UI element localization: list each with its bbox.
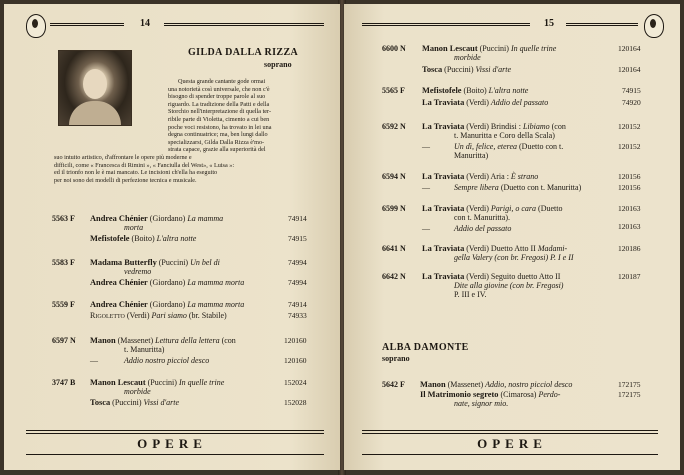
opera-title: La Traviata [422,204,465,213]
opera-title: Manon [90,336,116,345]
record-side [90,234,196,244]
left-page-header [4,14,340,38]
record-side [422,65,511,75]
catalogue-number: 6597 N [52,336,76,345]
record-entry [382,172,672,196]
record-entry [52,300,322,330]
opera-title: La Traviata [422,172,465,181]
artist-voice: soprano [382,354,410,363]
right-page-number: 15 [544,18,554,29]
bio-line: Questa grande cantante gode ormai [178,78,266,85]
right-page-footer [344,430,680,456]
record-side [420,380,572,390]
aria-title: Un bel di [190,258,220,267]
composer: (Boito) [463,86,487,95]
artist-name: GILDA DALLA RIZZA [188,47,299,58]
opera-title: Manon [420,380,446,389]
bio-line: suo intuito artistico, d'affrontare le opere più moderne e [54,154,192,161]
aria-title: Un dì, felice, eterea [454,142,518,151]
record-side [422,98,548,108]
record-entry [382,86,672,112]
composer: (Verdi) Brindisi : [466,122,521,131]
performer-note: (Duetto con t. [519,142,564,151]
composer: (Massenet) [447,380,484,389]
bio-line: poche voci resistono, ha trovato in lei una [168,123,272,131]
bio-line: bisogno di spender troppe parole al suo [168,93,266,101]
composer: (Verdi) [466,204,489,213]
performer-note: (Duetto con t. Manuritta) [500,183,582,192]
matrix-number: 74915 [622,86,641,95]
aria-title-continued: vedremo [124,267,152,276]
composer: (Giordano) [149,278,186,287]
opera-title: Andrea Chénier [90,300,148,309]
portrait-shoulders [69,101,121,125]
matrix-number: 172175 [618,380,641,389]
bio-line: strata capace, grazie alla superiorità del [168,146,266,154]
record-entry [382,44,672,78]
bio-line: difficili, come « Francesca di Rimini », « Fanciulla del West», « Luisa »: [54,161,235,169]
footer-rule [26,454,324,455]
bio-line: specializzarsi, Gilda Dalla Rizza è'mo- [168,138,265,146]
ditto-dash: — [422,183,430,192]
matrix-number: 120156 [618,172,641,181]
opera-title: Il Matrimonio segreto [420,390,499,399]
matrix-number: 120156 [618,183,641,192]
performer-continued: Manuritta) [454,151,489,160]
record-side [90,214,223,224]
bio-line: degna continuatrice; ma, ben lungi dallo [168,131,268,139]
catalogue-number: 6594 N [382,172,406,181]
composer: (Massenet) [117,336,154,345]
composer: (Giordano) [149,300,186,309]
aria-title: Vissi d'arte [143,398,180,407]
matrix-number: 172175 [618,390,641,399]
bio-line: ribile parte di Violetta, cimento a cui ben [168,115,270,123]
matrix-number: 74914 [288,300,307,309]
record-side [422,44,556,54]
record-entry [382,380,672,414]
label-logo-icon [26,14,46,38]
aria-title: Madami- [537,244,568,253]
performer-continued: con t. Manuritta). [454,213,510,222]
opera-title: Tosca [90,398,111,407]
composer: (Cimarosa) [500,390,537,399]
catalogue-number: 6600 N [382,44,406,53]
aria-title: Libiamo [522,122,550,131]
footer-rule [362,433,658,434]
matrix-number: 120186 [618,244,641,253]
opera-title: Mefistofele [422,86,462,95]
aria-title: Perdo- [538,390,561,399]
performer-continued: t. Manuritta e Coro della Scala) [454,131,555,140]
composer: (Verdi) [466,98,489,107]
matrix-number: 120163 [618,222,641,231]
aria-title: Addio del passato [454,224,512,233]
catalogue-number: 6641 N [382,244,406,253]
catalogue-number: 5563 F [52,214,75,223]
header-rule [566,23,638,26]
header-rule [50,23,124,26]
label-logo-icon [644,14,664,38]
record-side [422,172,538,182]
composer: (Verdi) [126,311,150,320]
header-rule [362,23,530,26]
matrix-number: 74994 [288,278,307,287]
footer-rule [26,433,324,434]
artist-biography-top [168,78,318,154]
performer-note: (con [551,122,566,131]
matrix-number: 120152 [618,142,641,151]
part-note: P. III e IV. [454,290,487,299]
matrix-number: 120160 [284,336,307,345]
opera-title: Andrea Chénier [90,278,148,287]
opera-title: Rigoletto [90,311,125,320]
record-side [90,258,220,268]
artist-portrait [58,50,132,126]
composer: (Boito) [131,234,155,243]
record-entry [382,204,672,238]
aria-title: In quelle trine [510,44,557,53]
header-rule [164,23,324,26]
aria-title: Lettura della lettera [155,336,220,345]
performer-continued: t. Manuritta) [124,345,165,354]
record-side [90,300,244,310]
record-side [90,378,224,388]
performer-note: (br. Stabile) [188,311,227,320]
aria-title: L'altra notte [156,234,197,243]
aria-title: L'altra notte [488,86,529,95]
footer-rule [26,430,324,431]
aria-title-continued: Dite alla giovine (con br. Fregosi) [454,281,564,290]
composer: (Giordano) [149,214,186,223]
aria-title: Parigi, o cara [490,204,537,213]
footer-rule [362,454,658,455]
aria-title-continued: morta [124,223,144,232]
aria-title: Addio, nostro picciol desco [485,380,573,389]
catalogue-number: 3747 B [52,378,76,387]
right-page [344,4,680,470]
opera-title: Tosca [422,65,443,74]
bio-line: Storchio nell'interpretazione di quella ter- [168,108,272,116]
aria-title: Addio nostro picciol desco [124,356,210,365]
composer: (Verdi) Seguito duetto Atto II [466,272,561,281]
catalogue-number: 6599 N [382,204,406,213]
bio-line: ed il trionfo non le è mai mancato. Le incisioni ch'ella ha eseguito [54,169,218,177]
catalogue-number: 5565 F [382,86,405,95]
composer: (Puccini) [112,398,142,407]
artist-biography-bottom [54,154,320,184]
opera-title: Manon Lescaut [90,378,146,387]
aria-title: La mamma morta [187,278,245,287]
opera-title: Mefistofele [90,234,130,243]
composer: (Puccini) [479,44,509,53]
bio-line: riguardo. La tradizione della Patti e della [168,100,270,108]
aria-title: Vissi d'arte [475,65,512,74]
composer: (Puccini) [444,65,474,74]
matrix-number: 74933 [288,311,307,320]
record-entry [382,122,672,162]
aria-title-continued: gella Valery (con br. Fregosi) P. I e II [454,253,574,262]
aria-title-continued: nate, signor mio. [454,399,509,408]
matrix-number: 120187 [618,272,641,281]
matrix-number: 74915 [288,234,307,243]
ditto-dash: — [422,224,430,233]
opera-title: Manon Lescaut [422,44,478,53]
matrix-number: 120164 [618,44,641,53]
record-entry [52,258,322,298]
aria-title: Pari siamo [151,311,187,320]
composer: (Verdi) Duetto Atto II [466,244,536,253]
left-page-number: 14 [140,18,150,29]
performer-note: (Duetto [538,204,563,213]
footer-title: OPERE [477,436,547,451]
bio-line: per noi sono dei modelli di perfezione tecnica e musicale. [54,176,197,184]
ditto-dash: — [422,142,430,151]
opera-title: La Traviata [422,122,465,131]
record-side [90,311,227,321]
ditto-dash: — [90,356,98,365]
composer: (Puccini) [147,378,177,387]
artist-name: ALBA DAMONTE [382,342,469,353]
catalogue-number: 5559 F [52,300,75,309]
record-side [90,398,179,408]
record-entry [52,378,322,414]
record-entry [382,244,672,268]
left-page-footer [4,430,340,456]
aria-title-continued: morbide [454,53,481,62]
aria-title: In quelle trine [178,378,225,387]
record-entry [52,214,322,254]
matrix-number: 74914 [288,214,307,223]
footer-rule [362,430,658,431]
catalogue-number: 5642 F [382,380,405,389]
right-page-header [344,14,680,38]
opera-title: La Traviata [422,272,465,281]
record-entry [52,336,322,372]
matrix-number: 152024 [284,378,307,387]
record-side [454,183,581,193]
record-side [90,278,244,288]
opera-title: La Traviata [422,244,465,253]
aria-title: È strano [510,172,539,181]
aria-title: La mamma morta [187,300,245,309]
opera-title: La Traviata [422,98,465,107]
opera-title: Andrea Chénier [90,214,148,223]
aria-title: Addio del passato [490,98,549,107]
aria-title: Sempre libera [454,183,499,192]
matrix-number: 74994 [288,258,307,267]
matrix-number: 120152 [618,122,641,131]
bio-line: una notorietà così universale, che non c'è [168,85,270,93]
composer: (Verdi) Aria : [466,172,509,181]
matrix-number: 152028 [284,398,307,407]
opera-title: Madama Butterfly [90,258,157,267]
left-page [4,4,340,470]
matrix-number: 120160 [284,356,307,365]
artist-voice: soprano [264,60,292,69]
record-side [422,86,528,96]
footer-title: OPERE [137,436,207,451]
catalogue-number: 6642 N [382,272,406,281]
composer: (Puccini) [158,258,189,267]
aria-title-continued: morbide [124,387,151,396]
catalogue-number: 6592 N [382,122,406,131]
performer-note: (con [221,336,236,345]
catalogue-number: 5583 F [52,258,75,267]
record-entry [382,272,672,306]
portrait-face [83,69,107,99]
matrix-number: 120164 [618,65,641,74]
aria-title: La mamma [187,214,224,223]
matrix-number: 120163 [618,204,641,213]
matrix-number: 74920 [622,98,641,107]
